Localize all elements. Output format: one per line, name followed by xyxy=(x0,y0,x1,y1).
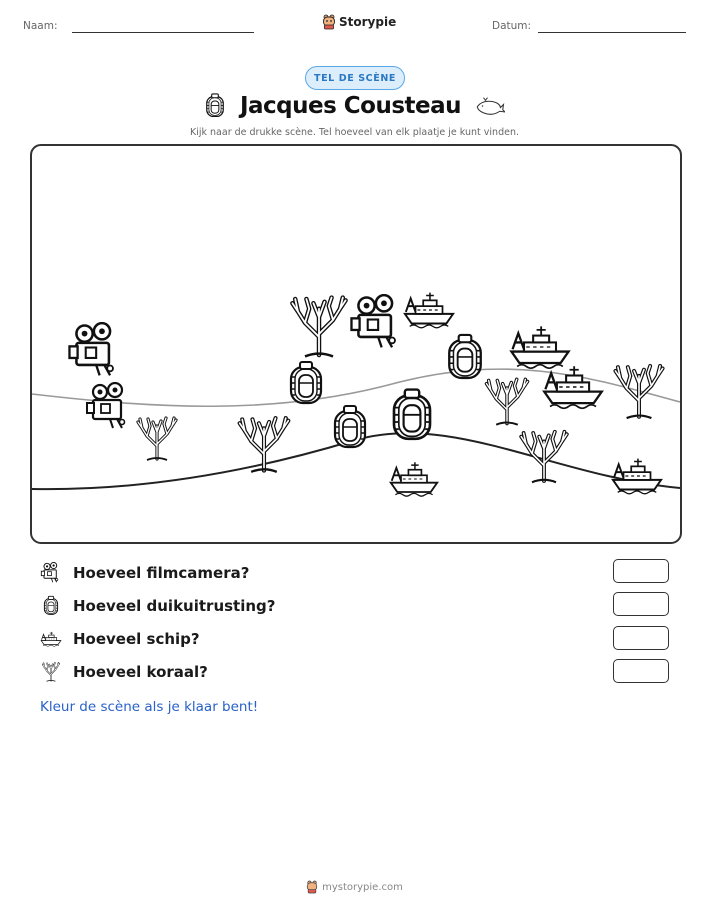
film-camera-icon xyxy=(40,562,62,584)
scene-diving-gear-icon xyxy=(291,362,321,403)
scene-film-camera-icon xyxy=(69,323,112,375)
question-coral xyxy=(40,660,208,684)
scene-diving-gear-icon xyxy=(449,335,481,378)
scene-film-camera-icon xyxy=(351,295,395,347)
scene-coral-icon xyxy=(292,298,345,357)
color-instruction: Kleur de scène als je klaar bent! xyxy=(40,699,259,715)
scene-coral-icon xyxy=(521,432,567,482)
date-label: Datum: xyxy=(492,20,532,32)
question-label: Hoeveel koraal? xyxy=(73,663,208,681)
footer-url[interactable]: mystorypie.com xyxy=(322,881,403,893)
question-label: Hoeveel filmcamera? xyxy=(73,564,250,582)
scene-diving-gear-icon xyxy=(335,406,365,447)
storypie-logo-icon xyxy=(306,880,318,894)
answer-box-ship[interactable] xyxy=(613,626,669,650)
scene-film-camera-icon xyxy=(87,383,125,428)
brand-name: Storypie xyxy=(339,15,397,29)
question-ship xyxy=(40,627,200,651)
activity-badge: TEL DE SCÈNE xyxy=(305,66,405,90)
whale-icon xyxy=(475,97,505,115)
scene-ship-icon xyxy=(391,462,437,496)
date-field[interactable] xyxy=(538,32,686,33)
answer-box-film-camera[interactable] xyxy=(613,559,669,583)
name-label: Naam: xyxy=(23,20,58,32)
question-film-camera xyxy=(40,561,249,585)
coral-icon xyxy=(40,661,62,683)
scene-ship-icon xyxy=(511,326,568,368)
scene-diving-gear-icon xyxy=(394,390,430,439)
question-label: Hoeveel duikuitrusting? xyxy=(73,597,276,615)
brand-logo xyxy=(322,14,396,30)
scene-coral-icon xyxy=(486,379,527,424)
scene-ship-icon xyxy=(405,293,453,328)
storypie-logo-icon xyxy=(322,14,336,30)
scene-coral-icon xyxy=(615,366,662,418)
diving-gear-icon xyxy=(204,92,226,120)
title-text: Jacques Cousteau xyxy=(239,93,462,119)
scene-ship-icon xyxy=(613,459,661,494)
footer xyxy=(0,880,709,894)
answer-box-diving-gear[interactable] xyxy=(613,592,669,616)
question-diving-gear xyxy=(40,594,275,618)
page-title xyxy=(0,92,709,124)
scene-coral-icon xyxy=(138,418,176,460)
instructions: Kijk naar de drukke scène. Tel hoeveel van elk plaatje je kunt vinden. xyxy=(190,127,519,138)
counting-scene xyxy=(30,144,682,544)
question-label: Hoeveel schip? xyxy=(73,630,200,648)
answer-box-coral[interactable] xyxy=(613,659,669,683)
ship-icon xyxy=(40,628,62,650)
name-field[interactable] xyxy=(72,32,254,33)
diving-gear-icon xyxy=(40,595,62,617)
scene-coral-icon xyxy=(240,418,289,472)
